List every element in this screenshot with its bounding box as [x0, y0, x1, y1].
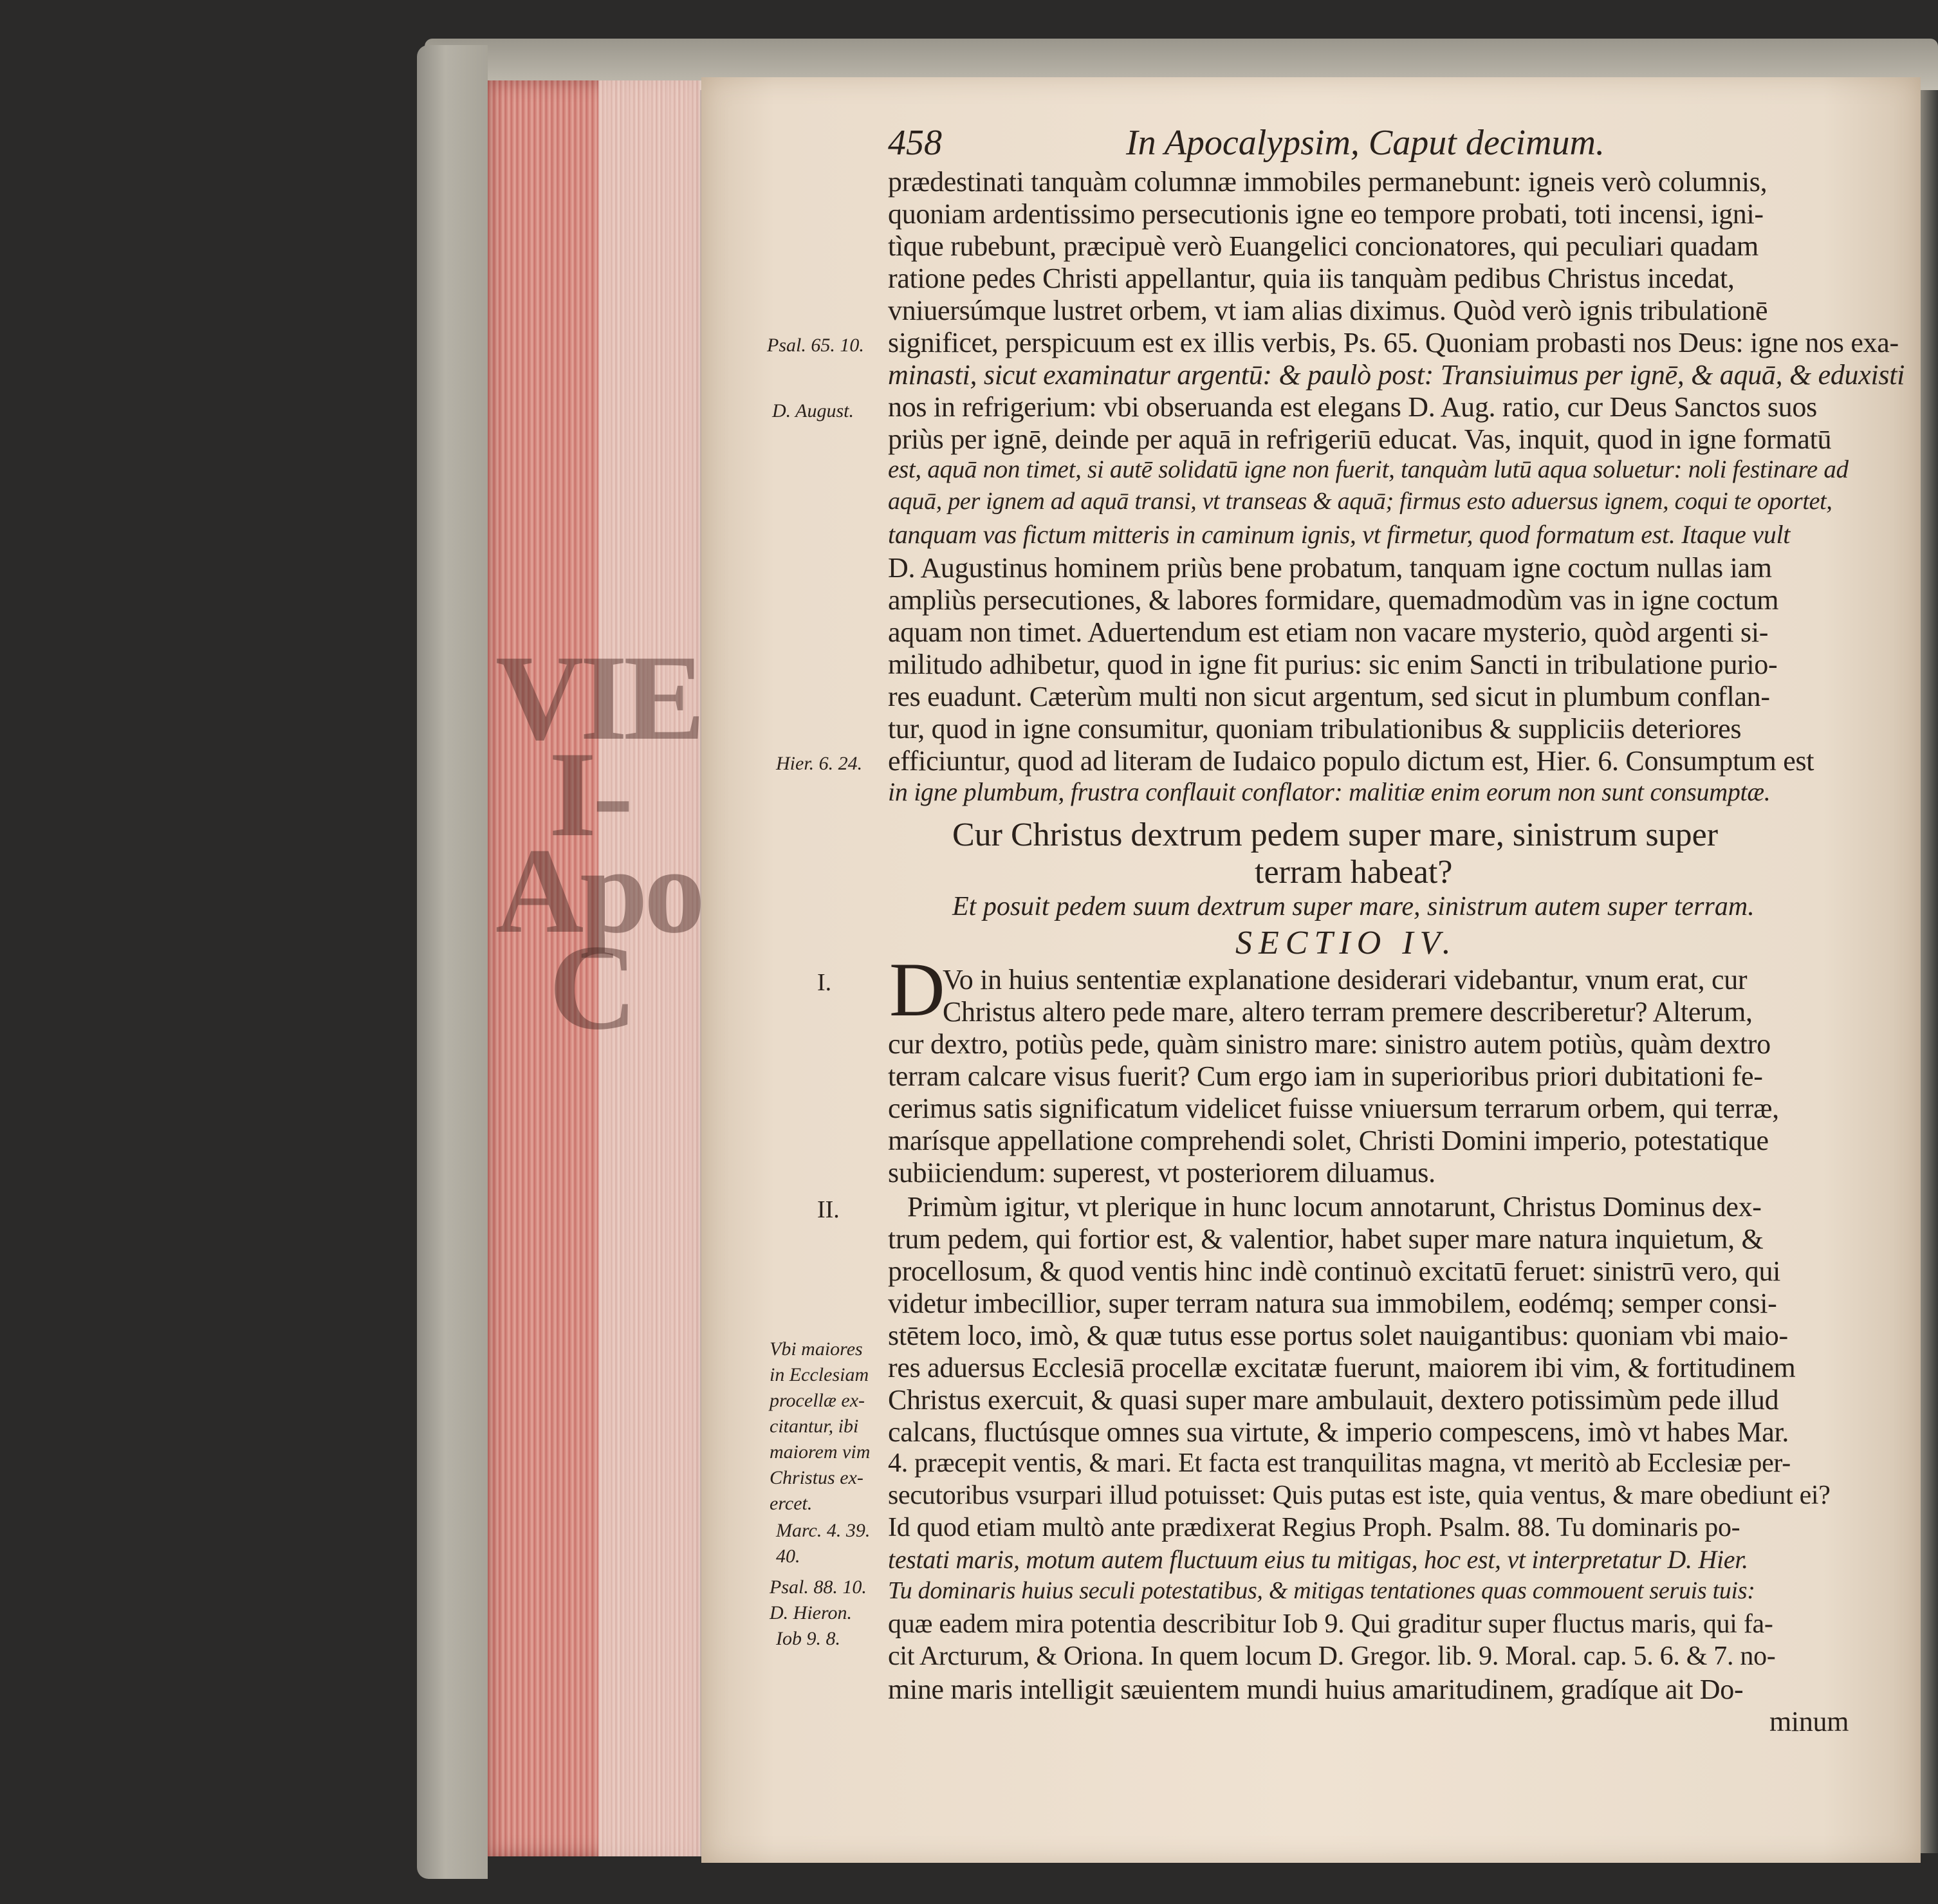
text-line: Id quod etiam multò ante prædixerat Regius Proph. Psalm. 88. Tu dominaris po- [888, 1513, 1740, 1542]
text-line: vniuersúmque lustret orbem, vt iam alias diximus. Quòd verò ignis tribulationē [888, 295, 1768, 326]
text-line: cit Arcturum, & Oriona. In quem locum D. Gregor. lib. 9. Moral. cap. 5. 6. & 7. no- [888, 1641, 1776, 1671]
text-line: res aduersus Ecclesiā procellæ excitatæ fuerunt, maiorem ibi vim, & fortitudinem [888, 1352, 1796, 1383]
text-line: aquā, per ignem ad aquā transi, vt transeas & aquā; firmus esto aduersus ignem, coqui te oportet, [888, 488, 1832, 515]
bleed-through-text: VIE I- Apo C [495, 631, 701, 1055]
text-line: mine maris intelligit sæuientem mundi huius amaritudinem, gradíque ait Do- [888, 1674, 1744, 1705]
text-line: trum pedem, qui fortior est, & valentior, habet super mare natura inquietum, & [888, 1223, 1764, 1255]
margin-note-augustine: D. August. [772, 400, 854, 421]
text-line: testati maris, motum autem fluctuum eius tu mitigas, hoc est, vt interpretatur D. Hier. [888, 1545, 1748, 1574]
text-line: tìque rubebunt, præcipuè verò Euangelici concionatores, qui peculiari quadam [888, 230, 1758, 262]
paragraph-number-2: II. [817, 1196, 840, 1223]
text-line: secutoribus vsurpari illud potuisset: Quis putas est iste, quia ventus, & mare obediunt ei? [888, 1481, 1831, 1510]
text-line: subiiciendum: superest, vt posteriorem diluamus. [888, 1157, 1435, 1188]
text-line: procellosum, & quod ventis hinc indè continuò excitatū feruet: sinistrū vero, qui [888, 1255, 1781, 1287]
text-line: quoniam ardentissimo persecutionis igne eo tempore probati, toti incensi, igni- [888, 198, 1764, 230]
text-line: ampliùs persecutiones, & labores formidare, quemadmodùm vas in igne coctum [888, 584, 1779, 616]
text-line: est, aquā non timet, si autē solidatū igne non fuerit, tanquàm lutū aqua soluetur: noli festinare ad [888, 456, 1849, 483]
section-heading-line1: Cur Christus dextrum pedem super mare, sinistrum super [952, 817, 1719, 853]
text-line: 4. præcepit ventis, & mari. Et facta est tranquilitas magna, vt meritò ab Ecclesiæ per- [888, 1448, 1791, 1478]
drop-cap: D [889, 947, 945, 1032]
text-line: militudo adhibetur, quod in igne fit purius: sic enim Sancti in tribulatione purio- [888, 649, 1778, 680]
text-line: tanquam vas fictum mitteris in caminum ignis, vt firmetur, quod formatum est. Itaque vult [888, 520, 1791, 549]
text-line: cur dextro, potiùs pede, quàm sinistro mare: sinistro autem potiùs, quàm dextro [888, 1028, 1771, 1060]
margin-note-psalm88: Psal. 88. 10. [770, 1576, 867, 1598]
section-quote: Et posuit pedem suum dextrum super mare, sinistrum autem super terram. [952, 892, 1755, 921]
text-line: in igne plumbum, frustra conflauit conflator: malitiæ enim eorum non sunt consumptæ. [888, 777, 1771, 806]
text-line: marísque appellatione comprehendi solet, Christi Domini imperio, potestatique [888, 1125, 1769, 1156]
text-line: calcans, fluctúsque omnes sua virtute, & imperio compescens, imò vt habes Mar. [888, 1416, 1789, 1448]
text-line: aquam non timet. Aduertendum est etiam non vacare mysterio, quòd argenti si- [888, 616, 1769, 648]
section-label: SECTIO IV. [1235, 925, 1457, 961]
text-line: Christus exercuit, & quasi super mare ambulauit, dextero potissimùm pede illud [888, 1384, 1779, 1416]
margin-note-gloss: citantur, ibi [770, 1416, 859, 1437]
margin-note-marc: Marc. 4. 39. [776, 1520, 871, 1541]
text-line: stētem loco, imò, & quæ tutus esse portus solet nauigantibus: quoniam vbi maio- [888, 1320, 1788, 1351]
text-line: tur, quod in igne consumitur, quoniam tribulationibus & suppliciis deteriores [888, 713, 1742, 744]
text-line: Primùm igitur, vt plerique in hunc locum annotarunt, Christus Dominus dex- [907, 1191, 1762, 1223]
text-line: res euadunt. Cæterùm multi non sicut argentum, sed sicut in plumbum conflan- [888, 681, 1770, 712]
margin-note-hieremias: Hier. 6. 24. [776, 753, 863, 774]
catchword: minum [1769, 1706, 1849, 1737]
text-line: priùs per ignē, deinde per aquā in refrigeriū educat. Vas, inquit, quod in igne formatū [888, 423, 1832, 455]
text-line: minasti, sicut examinatur argentū: & paulò post: Transiuimus per ignē, & aquā, & eduxisti [888, 359, 1905, 391]
page-number: 458 [888, 123, 942, 163]
text-line: terram calcare visus fuerit? Cum ergo iam in superioribus priori dubitationi fe- [888, 1060, 1763, 1092]
text-line: videtur imbecillior, super terram natura sua immobilem, eodémq; semper consi- [888, 1288, 1777, 1319]
margin-note-iob: Iob 9. 8. [776, 1628, 840, 1649]
text-line: cerimus satis significatum videlicet fuisse vniuersum terrarum orbem, qui terræ, [888, 1093, 1779, 1124]
text-line: Vo in huius sententiæ explanatione desiderari videbantur, vnum erat, cur [943, 964, 1748, 995]
text-line: efficiuntur, quod ad literam de Iudaico populo dictum est, Hier. 6. Consumptum est [888, 745, 1814, 777]
book-cover-left [417, 45, 488, 1879]
margin-note-gloss: procellæ ex- [770, 1390, 865, 1411]
text-line: ratione pedes Christi appellantur, quia iis tanquàm pedibus Christus incedat, [888, 263, 1735, 294]
section-heading-line2: terram habeat? [1255, 854, 1453, 891]
margin-note-gloss: maiorem vim [770, 1441, 871, 1463]
text-line: D. Augustinus hominem priùs bene probatum, tanquam igne coctum nullas iam [888, 552, 1772, 584]
running-head: In Apocalypsim, Caput decimum. [1126, 123, 1605, 163]
margin-note-marc: 40. [776, 1546, 800, 1567]
paragraph-number-1: I. [817, 969, 832, 996]
text-line: prædestinati tanquàm columnæ immobiles permanebunt: igneis verò columnis, [888, 166, 1767, 198]
margin-note-gloss: in Ecclesiam [770, 1364, 869, 1385]
margin-note-gloss: Christus ex- [770, 1467, 863, 1488]
margin-note-gloss: Vbi maiores [770, 1338, 863, 1360]
text-line: Tu dominaris huius seculi potestatibus, & mitigas tentationes quas commouent seruis tuis: [888, 1577, 1755, 1604]
margin-note-psalm: Psal. 65. 10. [767, 335, 864, 356]
text-line: significet, perspicuum est ex illis verbis, Ps. 65. Quoniam probasti nos Deus: igne nos exa- [888, 327, 1899, 358]
text-line: Christus altero pede mare, altero terram premere describeretur? Alterum, [943, 996, 1753, 1028]
text-line: nos in refrigerium: vbi obseruanda est elegans D. Aug. ratio, cur Deus Sanctos suos [888, 391, 1817, 423]
margin-note-gloss: ercet. [770, 1493, 813, 1514]
gutter-shadow [1921, 90, 1938, 1853]
text-line: quæ eadem mira potentia describitur Iob 9. Qui graditur super fluctus maris, qui fa- [888, 1609, 1773, 1639]
margin-note-hieronymus: D. Hieron. [770, 1602, 853, 1623]
